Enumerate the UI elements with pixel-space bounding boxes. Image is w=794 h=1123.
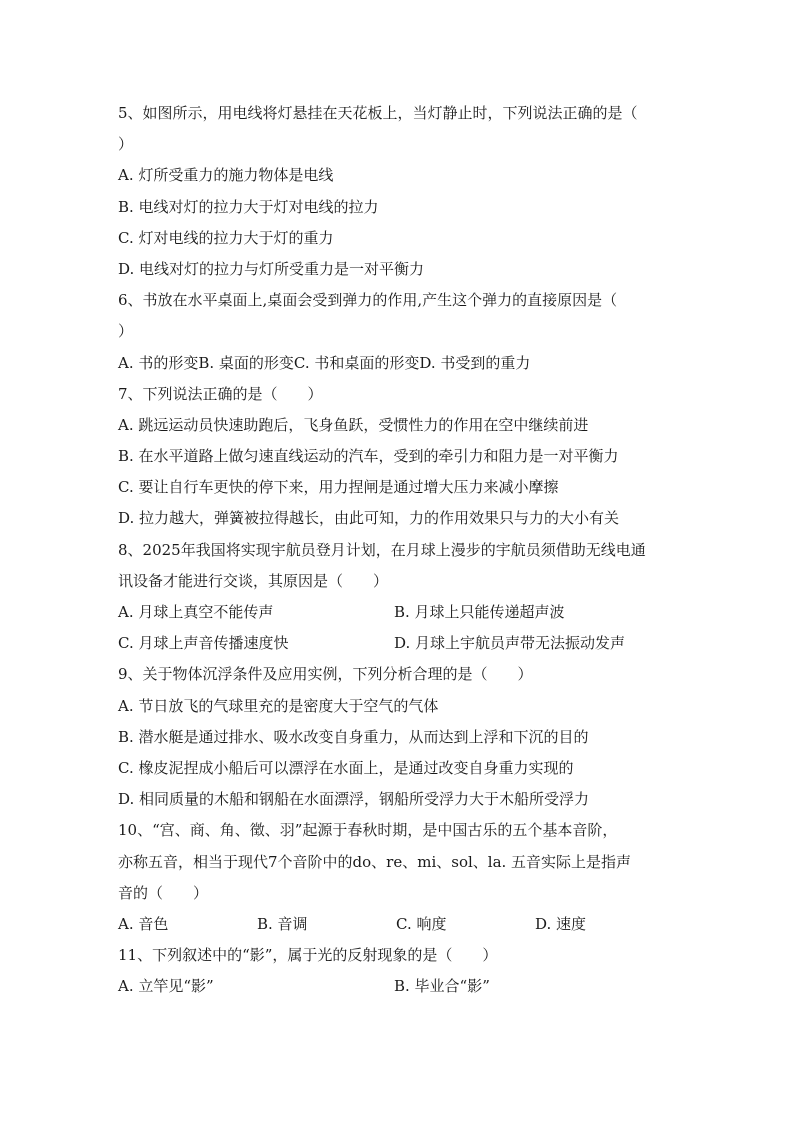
question-11-options-row — [118, 971, 688, 1002]
question-9-option-c: C. 橡皮泥捏成小船后可以漂浮在水面上，是通过改变自身重力实现的 — [118, 758, 574, 777]
question-7-option-c: C. 要让自行车更快的停下来，用力捏闸是通过增大压力来减小摩擦 — [118, 478, 559, 497]
question-6-stem-line-2: ） — [118, 322, 134, 341]
question-list — [118, 98, 688, 1002]
question-11-stem: 11、下列叙述中的“影”，属于光的反射现象的是（ ） — [118, 946, 498, 965]
question-10-stem-line-1: 10、“宫、商、角、徵、羽”起源于春秋时期，是中国古乐的五个基本音阶， — [118, 821, 618, 840]
question-6 — [118, 285, 688, 379]
question-7-option-d: D. 拉力越大，弹簧被拉得越长，由此可知，力的作用效果只与力的大小有关 — [118, 509, 620, 528]
question-5-option-c: C. 灯对电线的拉力大于灯的重力 — [118, 228, 334, 247]
question-5-option-a: A. 灯所受重力的施力物体是电线 — [118, 166, 334, 185]
question-5 — [118, 98, 688, 285]
question-10-stem-line-3: 音的（ ） — [118, 883, 209, 902]
question-10-option-c: C. 响度 — [396, 914, 447, 933]
question-6-stem-line-1: 6、书放在水平桌面上,桌面会受到弹力的作用,产生这个弹力的直接原因是（ — [118, 291, 618, 310]
question-10-stem-line-2: 亦称五音，相当于现代7个音阶中的do、re、mi、sol、la. 五音实际上是指声 — [118, 852, 632, 871]
question-7-option-a: A. 跳远运动员快速助跑后，飞身鱼跃，受惯性力的作用在空中继续前进 — [118, 415, 589, 434]
question-9-option-a: A. 节日放飞的气球里充的是密度大于空气的气体 — [118, 696, 439, 715]
question-9-option-b: B. 潜水艇是通过排水、吸水改变自身重力，从而达到上浮和下沉的目的 — [118, 727, 589, 746]
question-11 — [118, 940, 688, 1002]
question-8-stem-line-1: 8、2025年我国将实现宇航员登月计划，在月球上漫步的宇航员须借助无线电通 — [118, 540, 646, 559]
question-7-stem: 7、下列说法正确的是（ ） — [118, 384, 323, 403]
question-8-option-b: B. 月球上只能传递超声波 — [394, 603, 565, 621]
question-11-option-a: A. 立竿见“影” — [118, 977, 214, 996]
question-8-options-row-1 — [118, 597, 688, 628]
question-10-option-a: A. 音色 — [118, 914, 169, 933]
question-8-option-c: C. 月球上声音传播速度快 — [118, 634, 289, 653]
question-10-option-b: B. 音调 — [257, 914, 308, 933]
question-8-option-a: A. 月球上真空不能传声 — [118, 603, 274, 621]
question-8 — [118, 535, 688, 660]
question-8-options-row-2 — [118, 628, 688, 659]
question-7-option-b: B. 在水平道路上做匀速直线运动的汽车，受到的牵引力和阻力是一对平衡力 — [118, 447, 619, 466]
question-5-stem-line-1: 5、如图所示，用电线将灯悬挂在天花板上，当灯静止时，下列说法正确的是（ — [118, 104, 638, 122]
question-5-option-b: B. 电线对灯的拉力大于灯对电线的拉力 — [118, 197, 379, 216]
question-11-option-b: B. 毕业合“影” — [394, 977, 490, 996]
question-5-option-d: D. 电线对灯的拉力与灯所受重力是一对平衡力 — [118, 259, 425, 278]
question-10-option-d: D. 速度 — [535, 914, 587, 933]
question-5-stem-line-2: ） — [118, 135, 134, 154]
question-8-option-d: D. 月球上宇航员声带无法振动发声 — [394, 634, 626, 653]
question-10 — [118, 815, 688, 940]
question-7 — [118, 379, 688, 535]
question-9-stem: 9、关于物体沉浮条件及应用实例，下列分析合理的是（ ） — [118, 665, 533, 684]
question-8-stem-line-2: 讯设备才能进行交谈，其原因是（ ） — [118, 571, 389, 590]
question-10-options-row — [118, 909, 688, 940]
question-9 — [118, 659, 688, 815]
question-9-option-d: D. 相同质量的木船和钢船在水面漂浮，钢船所受浮力大于木船所受浮力 — [118, 790, 590, 809]
question-6-options: A. 书的形变B. 桌面的形变C. 书和桌面的形变D. 书受到的重力 — [118, 353, 531, 372]
